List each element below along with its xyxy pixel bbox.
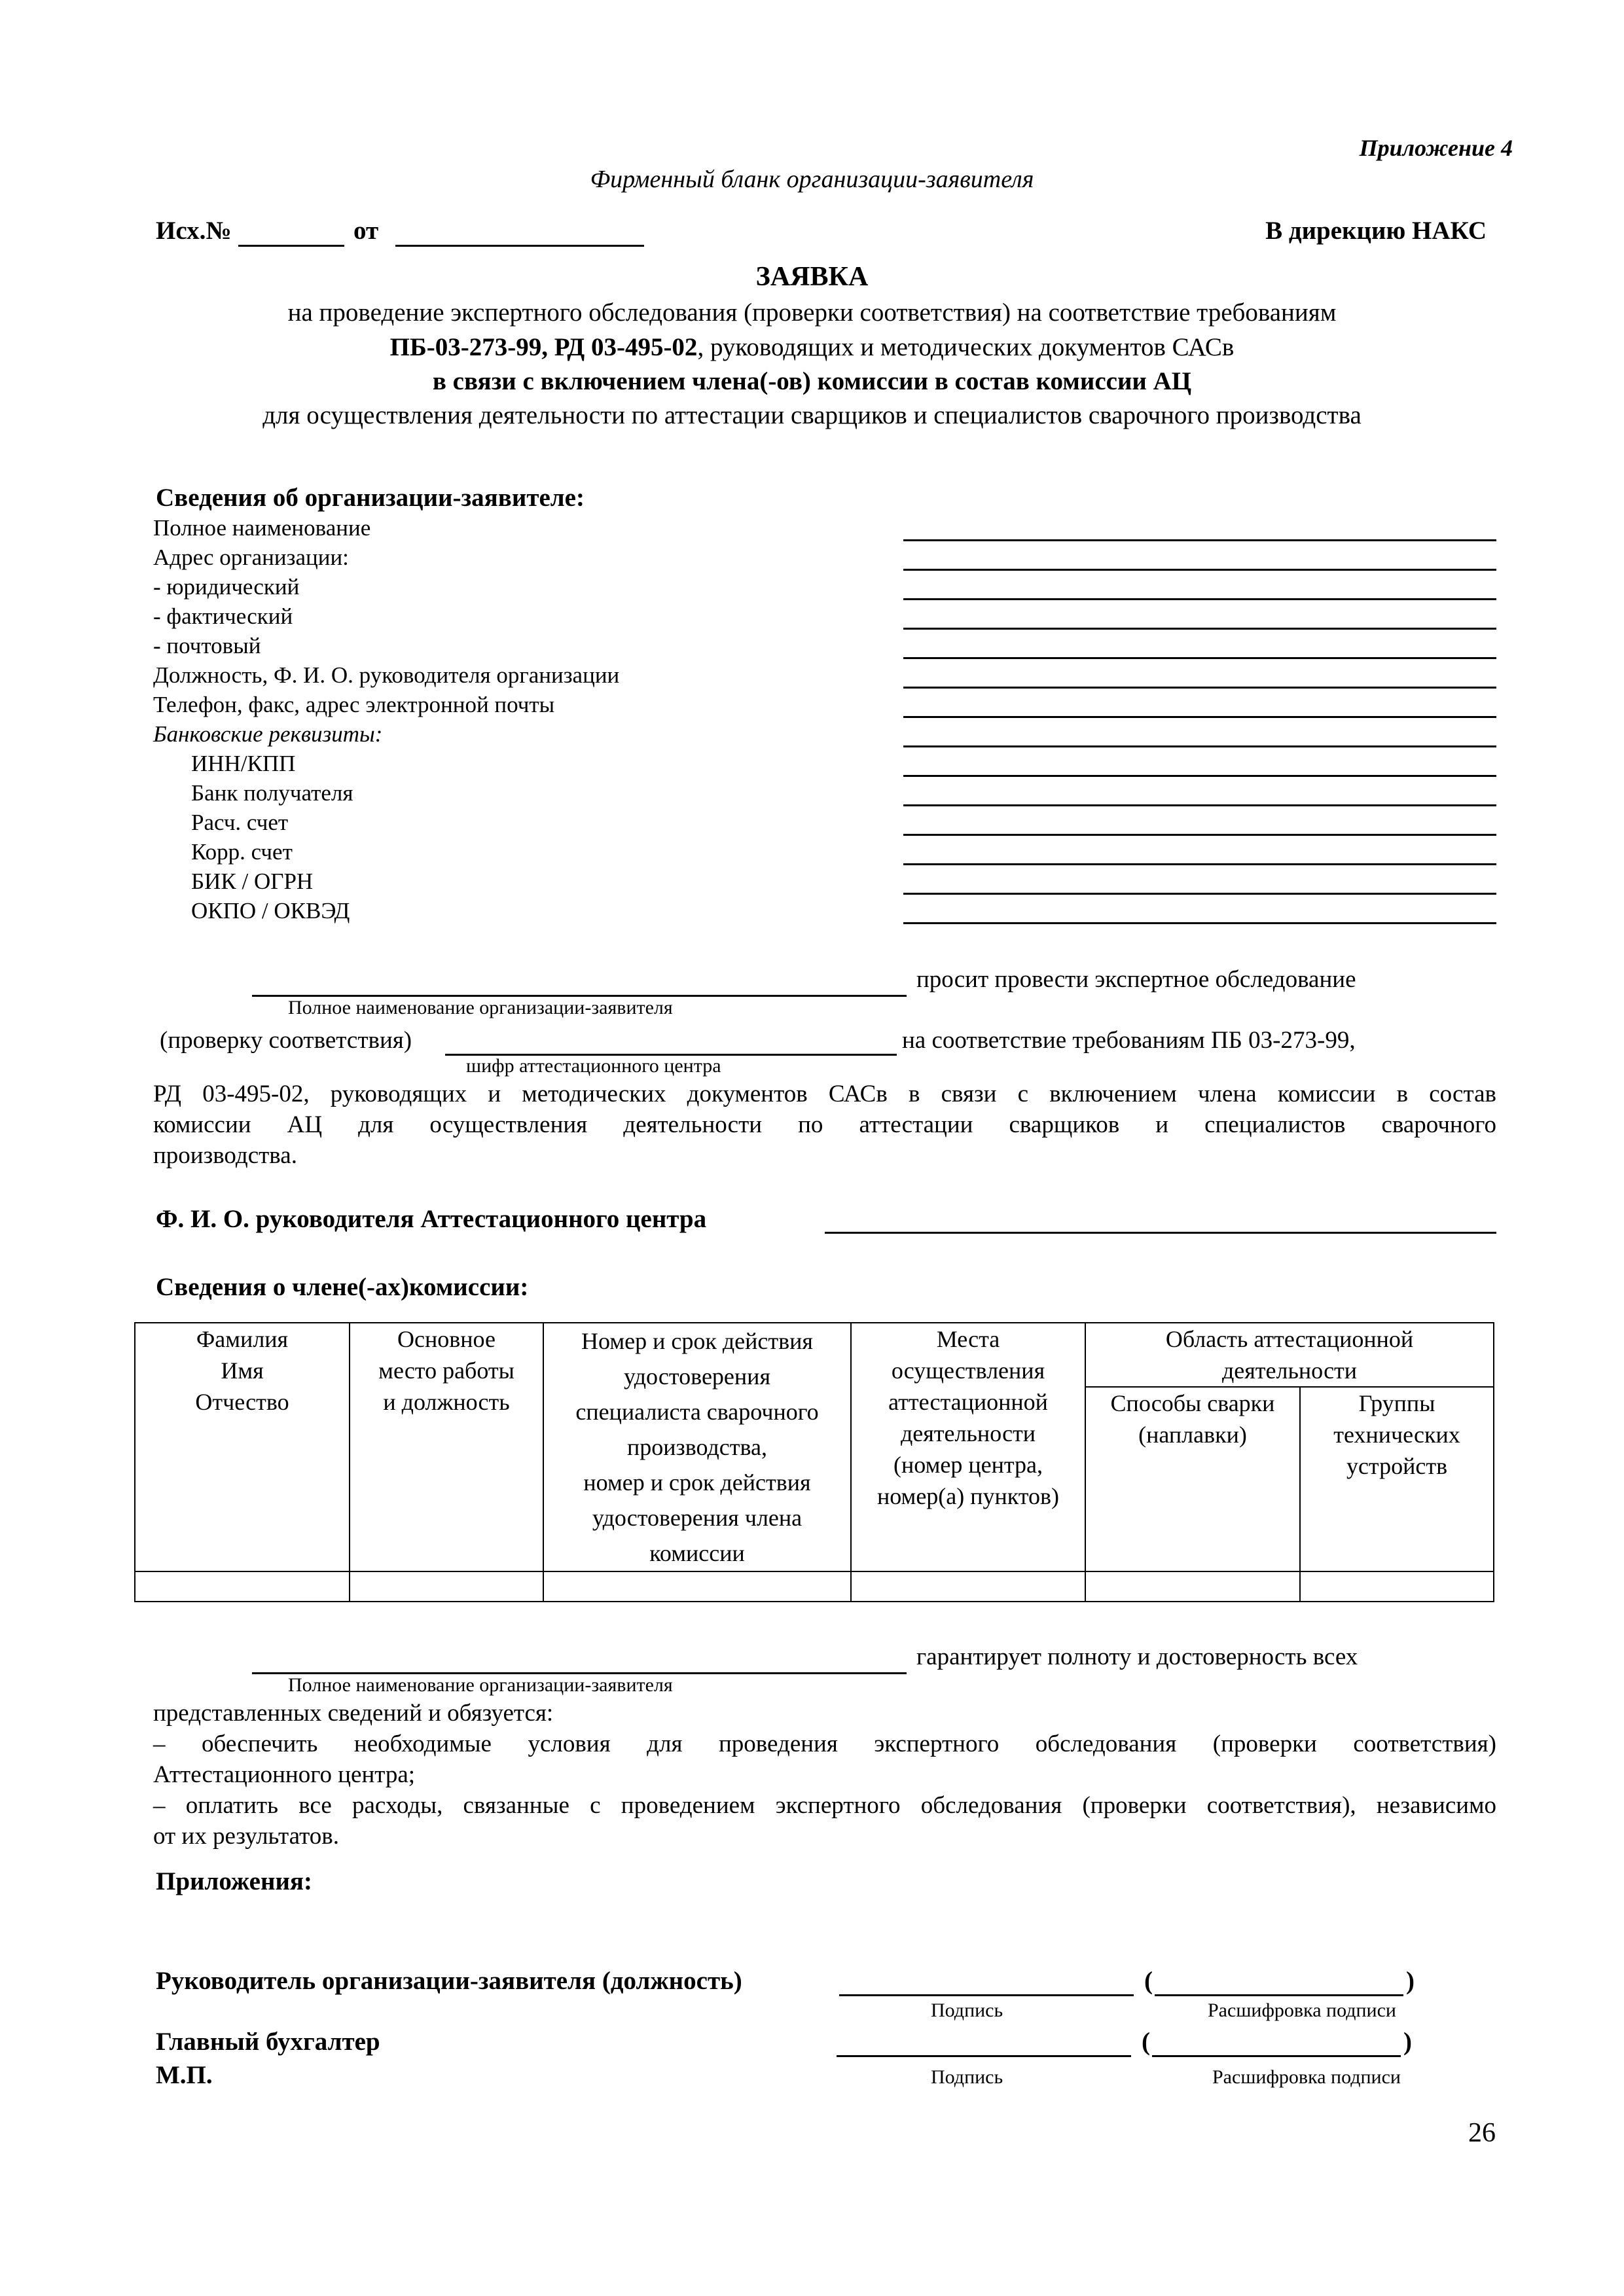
header-text: удостоверения — [623, 1363, 770, 1390]
org-row-legal: - юридический — [153, 574, 300, 600]
request-cipher-caption: шифр аттестационного центра — [466, 1055, 721, 1077]
members-heading: Сведения о члене(-ах)комиссии: — [156, 1273, 529, 1301]
center-head-label: Ф. И. О. руководителя Аттестационного центра — [156, 1205, 707, 1233]
accountant-paren-open: ( — [1142, 2028, 1150, 2056]
request-line-2-prefix: (проверку соответствия) — [160, 1027, 412, 1054]
org-field-line[interactable] — [903, 657, 1496, 659]
director-paren-open: ( — [1144, 1967, 1153, 1995]
org-field-line[interactable] — [903, 539, 1496, 541]
org-info-heading: Сведения об организации-заявителе: — [156, 484, 585, 512]
request-paragraph-line-1: РД 03-495-02, руководящих и методических документов САСв в связи с включением члена комиссии в состав — [153, 1081, 1496, 1107]
col-header-certification-scope — [1085, 1323, 1494, 1387]
guarantee-item-1-line-2: Аттестационного центра; — [153, 1761, 416, 1788]
header-text: специалиста сварочного — [575, 1399, 819, 1425]
guarantee-item-1-line-1: – обеспечить необходимые условия для проведения экспертного обследования (проверки соответствия) — [153, 1731, 1496, 1757]
org-row-full-name: Полное наименование — [153, 515, 371, 541]
org-row-address: Адрес организации: — [153, 545, 349, 570]
org-row-account: Расч. счет — [191, 810, 289, 835]
request-line-1-text: просит провести экспертное обследование — [916, 966, 1356, 993]
org-row-postal: - почтовый — [153, 633, 261, 658]
request-paragraph-line-2: комиссии АЦ для осуществления деятельности по аттестации сварщиков и специалистов сварочного — [153, 1111, 1496, 1138]
accountant-label: Главный бухгалтер — [156, 2028, 380, 2056]
col-header-certificates — [543, 1323, 851, 1571]
header-text: номер и срок действия — [583, 1469, 811, 1496]
appendix-label: Приложение 4 — [1359, 135, 1513, 161]
ref-number-field[interactable] — [238, 245, 344, 247]
director-paren-close: ) — [1406, 1967, 1415, 1995]
header-text: (наплавки) — [1138, 1422, 1247, 1448]
table-cell[interactable] — [1300, 1571, 1494, 1602]
header-text: (номер центра, — [893, 1452, 1043, 1478]
col-header-welding-methods — [1085, 1387, 1300, 1571]
org-row-bank-details: Банковские реквизиты: — [153, 721, 383, 747]
header-text: аттестационной — [888, 1389, 1048, 1415]
accountant-paren-close: ) — [1403, 2028, 1412, 2056]
guarantee-line-1-text: гарантирует полноту и достоверность всех — [916, 1643, 1358, 1670]
addressee: В дирекцию НАКС — [1265, 217, 1487, 245]
col-header-workplace — [350, 1323, 543, 1571]
letterhead-note: Фирменный бланк организации-заявителя — [590, 166, 1034, 193]
page-number: 26 — [1468, 2118, 1496, 2148]
col-header-device-groups — [1300, 1387, 1494, 1571]
attachments-label: Приложения: — [156, 1867, 313, 1895]
director-decode-field[interactable] — [1155, 1994, 1403, 1996]
header-text: Отчество — [195, 1389, 289, 1415]
accountant-signature-caption: Подпись — [931, 2066, 1003, 2088]
director-signature-field[interactable] — [839, 1994, 1134, 1996]
org-row-bik-ogrn: БИК / ОГРН — [191, 869, 314, 894]
org-field-line[interactable] — [903, 598, 1496, 600]
table-row — [135, 1571, 1494, 1602]
org-field-line[interactable] — [903, 628, 1496, 630]
header-text: Область аттестационной — [1165, 1326, 1414, 1352]
header-text: Имя — [221, 1357, 264, 1384]
table-cell[interactable] — [135, 1571, 350, 1602]
director-signature-caption: Подпись — [931, 2000, 1003, 2021]
subtitle-line-2-bold: ПБ-03-273-99, РД 03-495-02 — [389, 333, 698, 361]
table-cell[interactable] — [543, 1571, 851, 1602]
ref-date-label: от — [353, 217, 379, 245]
org-field-line[interactable] — [903, 569, 1496, 571]
header-text: и должность — [383, 1389, 510, 1415]
guarantee-org-caption: Полное наименование организации-заявителя — [288, 1674, 673, 1696]
org-field-line[interactable] — [903, 893, 1496, 895]
request-paragraph-line-3: производства. — [153, 1142, 297, 1169]
header-text: Места — [936, 1326, 1000, 1352]
director-label: Руководитель организации-заявителя (должность) — [156, 1967, 742, 1995]
accountant-signature-field[interactable] — [837, 2055, 1131, 2057]
accountant-decode-caption: Расшифровка подписи — [1212, 2066, 1401, 2088]
org-field-line[interactable] — [903, 804, 1496, 806]
header-text: Группы — [1358, 1390, 1435, 1416]
ref-number-label: Исх.№ — [156, 217, 232, 245]
org-field-line[interactable] — [903, 687, 1496, 689]
org-row-actual: - фактический — [153, 603, 293, 629]
header-text: производства, — [627, 1434, 767, 1460]
members-table — [134, 1322, 1494, 1602]
header-text: деятельности — [900, 1420, 1036, 1446]
header-text: удостоверения члена — [592, 1505, 803, 1531]
org-field-line[interactable] — [903, 775, 1496, 777]
header-text: Основное — [397, 1326, 496, 1352]
request-org-caption: Полное наименование организации-заявителя — [288, 997, 673, 1018]
col-header-full-name — [135, 1323, 350, 1571]
table-cell[interactable] — [851, 1571, 1085, 1602]
header-text: Способы сварки — [1110, 1390, 1275, 1416]
director-decode-caption: Расшифровка подписи — [1208, 2000, 1396, 2021]
stamp-label: М.П. — [156, 2061, 213, 2089]
header-text: технических — [1333, 1422, 1460, 1448]
document-title: ЗАЯВКА — [755, 262, 869, 292]
org-field-line[interactable] — [903, 834, 1496, 836]
header-text: Фамилия — [196, 1326, 289, 1352]
accountant-decode-field[interactable] — [1152, 2055, 1401, 2057]
header-text: Номер и срок действия — [581, 1328, 813, 1354]
org-field-line[interactable] — [903, 716, 1496, 718]
header-text: номер(а) пунктов) — [876, 1483, 1060, 1509]
table-cell[interactable] — [1085, 1571, 1300, 1602]
header-text: комиссии — [649, 1540, 745, 1566]
subtitle-line-2-rest: , руководящих и методических документов САСв — [697, 333, 1235, 361]
table-header-row — [135, 1323, 1494, 1387]
table-cell[interactable] — [350, 1571, 543, 1602]
org-field-line[interactable] — [903, 922, 1496, 924]
header-text: осуществления — [891, 1357, 1045, 1384]
org-field-line[interactable] — [903, 745, 1496, 747]
center-head-field[interactable] — [825, 1232, 1496, 1234]
subtitle-line-2 — [0, 332, 1624, 363]
org-row-contacts: Телефон, факс, адрес электронной почты — [153, 692, 555, 717]
request-line-2-suffix: на соответствие требованиям ПБ 03-273-99, — [902, 1027, 1356, 1054]
org-row-inn-kpp: ИНН/КПП — [191, 751, 296, 776]
org-row-okpo-okved: ОКПО / ОКВЭД — [191, 898, 350, 924]
guarantee-item-2-line-2: от их результатов. — [153, 1823, 339, 1850]
subtitle-line-1: на проведение экспертного обследования (проверки соответствия) на соответствие требованиям — [287, 298, 1337, 327]
header-text: деятельности — [1221, 1357, 1358, 1384]
guarantee-item-2-line-1: – оплатить все расходы, связанные с проведением экспертного обследования (проверки соответствия), независимо — [153, 1792, 1496, 1819]
org-row-corr-account: Корр. счет — [191, 839, 293, 865]
subtitle-line-3: в связи с включением члена(-ов) комиссии в состав комиссии АЦ — [432, 367, 1192, 395]
header-text: место работы — [378, 1357, 514, 1384]
col-header-locations — [851, 1323, 1085, 1571]
org-row-bank: Банк получателя — [191, 780, 353, 806]
org-field-line[interactable] — [903, 863, 1496, 865]
header-text: устройств — [1346, 1453, 1448, 1479]
ref-date-field[interactable] — [395, 245, 644, 247]
subtitle-line-4: для осуществления деятельности по аттестации сварщиков и специалистов сварочного производства — [262, 401, 1362, 429]
org-row-director: Должность, Ф. И. О. руководителя организации — [153, 662, 620, 688]
guarantee-line-2: представленных сведений и обязуется: — [153, 1700, 554, 1727]
